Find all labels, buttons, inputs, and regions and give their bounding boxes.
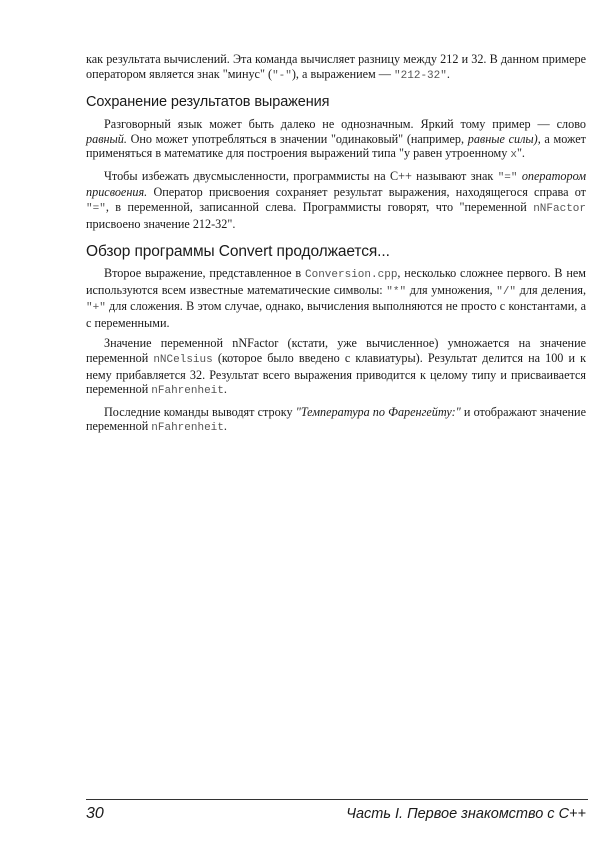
section-heading-convert-review: Обзор программы Convert продолжается... (86, 243, 390, 260)
text-block-intro (86, 52, 586, 83)
paragraph-continuation: как результата вычислений. Эта команда вычисляет разницу между 212 и 32. В данном примере оператором является знак "минус" ("-"), а выражением — "212-32". (86, 52, 586, 82)
paragraph-factor-multiply: Значение переменной nNFactor (кстати, уже вычисленное) умножается на значение переменной nNCelsius (которое было введено с клавиатуры). Результат делится на 100 и к нему прибавляется 32. Результат всего выражения приводится к целому типу и присваивается переменной nFahrenheit. (86, 336, 587, 398)
paragraph-ambiguity: Разговорный язык может быть далеко не однозначным. Яркий тому пример — слово равный. Оно может употребляться в значении "одинаковый" (например, равные силы), а может применяться в математике для построения выражений типа "у равен утроенному х". (86, 117, 586, 162)
text-block-review (86, 266, 586, 436)
paragraph-output: Последние команды выводят строку "Температура по Фаренгейту:" и отображают значение переменной nFahrenheit. (86, 404, 586, 435)
section-heading-save-results: Сохранение результатов выражения (86, 94, 330, 110)
code-expression: "212-32" (394, 69, 447, 82)
paragraph-second-expression: Второе выражение, представленное в Conversion.cpp, несколько сложнее первого. В нем используются всем известные математические символы: "*" для умножения, "/" для деления, "+" для сложения. В этом случае, однако, вычисления выполняются не просто с константами, а с переменными. (86, 266, 587, 330)
footer-divider (86, 799, 588, 800)
code-minus: "-" (272, 69, 292, 82)
running-footer-title: Часть I. Первое знакомство с C++ (346, 806, 586, 822)
text-block-save (86, 117, 586, 231)
paragraph-assignment-operator: Чтобы избежать двусмысленности, программисты на C++ называют знак "=" оператором присвоения. Оператор присвоения сохраняет результат выражения, находящегося справа от "=", в переменной, записанной слева. Программисты говорят, что "переменной nNFactor присвоено значение 212-32". (86, 168, 587, 231)
page-number: 30 (86, 805, 104, 822)
